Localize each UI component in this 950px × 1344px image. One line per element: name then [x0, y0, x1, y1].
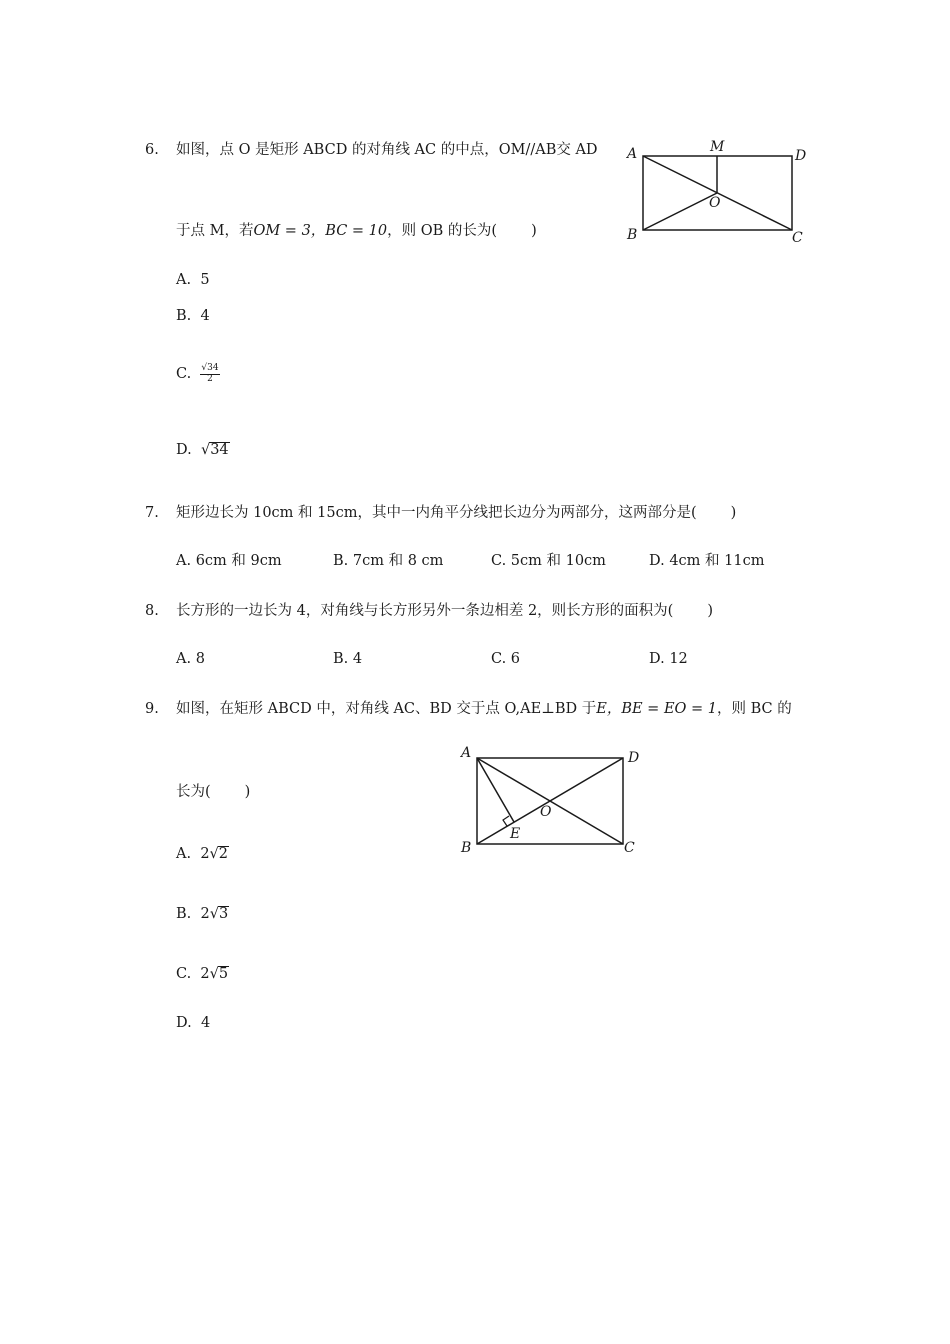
q6-stem-line2: [176, 224, 537, 239]
q8-stem-text: 长方形的一边长为 4，对角线与长方形另外一条边相差 2，则长方形的面积为(: [176, 603, 674, 619]
q6-option-c-label: C.: [176, 366, 192, 383]
q9-option-a-sqrt: √2: [209, 846, 229, 862]
q6-label-o: O: [709, 195, 721, 211]
q9-option-c-radicand: 5: [218, 966, 229, 982]
q9-line2-text: 长为(: [176, 784, 211, 800]
q7-number: 7.: [145, 505, 159, 521]
q9-option-c-coef: 2: [200, 966, 210, 982]
q9-option-d: [176, 1016, 210, 1031]
q9-option-a-label: A.: [176, 846, 192, 862]
q6-option-c-numerator: √34: [201, 363, 219, 373]
q9-option-c-sqrt: √5: [209, 966, 229, 982]
q9-label-o: O: [540, 804, 552, 820]
q9-option-a: [176, 846, 229, 862]
q7-option-d: D. 4cm 和 11cm: [649, 553, 765, 569]
q6-option-d: [176, 442, 230, 458]
q9-label-e: E: [510, 826, 521, 842]
q9-number: 9.: [145, 701, 159, 717]
q6-option-c: [176, 364, 220, 385]
q9-line1-math: E，BE = EO = 1: [596, 701, 718, 717]
q9-label-a: A: [461, 745, 472, 761]
q9-label-b: B: [461, 840, 472, 856]
q7-option-b: B. 7cm 和 8 cm: [333, 553, 444, 569]
q6-figure: [620, 135, 820, 250]
q6-label-c: C: [792, 230, 803, 246]
q9-segment-ae: [477, 758, 514, 822]
q6-label-m: M: [710, 139, 725, 155]
q8-stem-end: ): [707, 603, 713, 619]
q8-number: 8.: [145, 603, 159, 619]
q6-segment-ob: [643, 193, 717, 230]
q6-option-d-sqrt: √34: [200, 442, 229, 458]
q9-line2-end: ): [244, 784, 251, 800]
q6-label-a: A: [627, 146, 638, 162]
q9-option-d-label: D.: [176, 1015, 192, 1031]
q9-option-b-coef: 2: [200, 906, 210, 922]
q7-stem-text: 矩形边长为 10cm 和 15cm，其中一内角平分线把长边分为两部分，这两部分是(: [176, 505, 697, 521]
q6-option-a-value: 5: [200, 272, 210, 288]
q8-option-b: B. 4: [333, 651, 363, 667]
q9-line1-text: 如图，在矩形 ABCD 中，对角线 AC、BD 交于点 O,AE⊥BD 于: [176, 701, 597, 717]
q6-option-c-denominator: 2: [207, 373, 213, 384]
q9-stem-line2: [176, 785, 250, 800]
q6-label-b: B: [627, 227, 638, 243]
q6-option-d-radicand: 34: [210, 442, 229, 458]
q6-option-c-fraction: [200, 364, 219, 385]
q6-line2-c: ): [531, 223, 537, 239]
q9-option-d-value: 4: [200, 1015, 211, 1031]
q6-option-b: [176, 309, 210, 324]
q8-option-c: C. 6: [491, 651, 521, 667]
q9-option-a-radicand: 2: [218, 846, 229, 862]
q9-label-c: C: [624, 840, 635, 856]
q6-option-a: [176, 273, 210, 288]
q6-stem-line1: 如图，点 O 是矩形 ABCD 的对角线 AC 的中点，OM//AB交 AD: [176, 142, 598, 158]
q9-label-d: D: [628, 750, 640, 766]
q9-option-c: [176, 966, 229, 982]
q6-option-a-label: A.: [176, 272, 192, 288]
q6-label-d: D: [795, 148, 807, 164]
q9-option-a-coef: 2: [200, 846, 210, 862]
q9-option-b: [176, 906, 229, 922]
q9-stem-line1: [176, 702, 792, 717]
q6-option-b-label: B.: [176, 308, 192, 324]
q9-line1-end: ，则 BC 的: [717, 701, 792, 717]
q9-figure: [455, 738, 650, 860]
q8-option-d: D. 12: [649, 651, 688, 667]
q6-number: 6.: [145, 142, 159, 158]
q6-option-b-value: 4: [200, 308, 210, 324]
q9-option-b-label: B.: [176, 906, 192, 922]
q7-option-a: A. 6cm 和 9cm: [176, 553, 282, 569]
q7-stem: [176, 506, 736, 521]
q8-option-a: A. 8: [176, 651, 205, 667]
q6-option-d-label: D.: [176, 442, 192, 458]
q9-right-angle-mark: [503, 816, 509, 826]
q8-stem: [176, 604, 713, 619]
q7-option-c: C. 5cm 和 10cm: [491, 553, 606, 569]
q7-stem-end: ): [730, 505, 737, 521]
q6-line2-a: 于点 M，若: [176, 223, 254, 239]
q9-option-b-radicand: 3: [218, 906, 229, 922]
q9-option-b-sqrt: √3: [209, 906, 229, 922]
q9-option-c-label: C.: [176, 966, 192, 982]
q6-line2-b: ，则 OB 的长为(: [387, 223, 498, 239]
q6-line2-math: OM = 3，BC = 10: [253, 223, 388, 239]
